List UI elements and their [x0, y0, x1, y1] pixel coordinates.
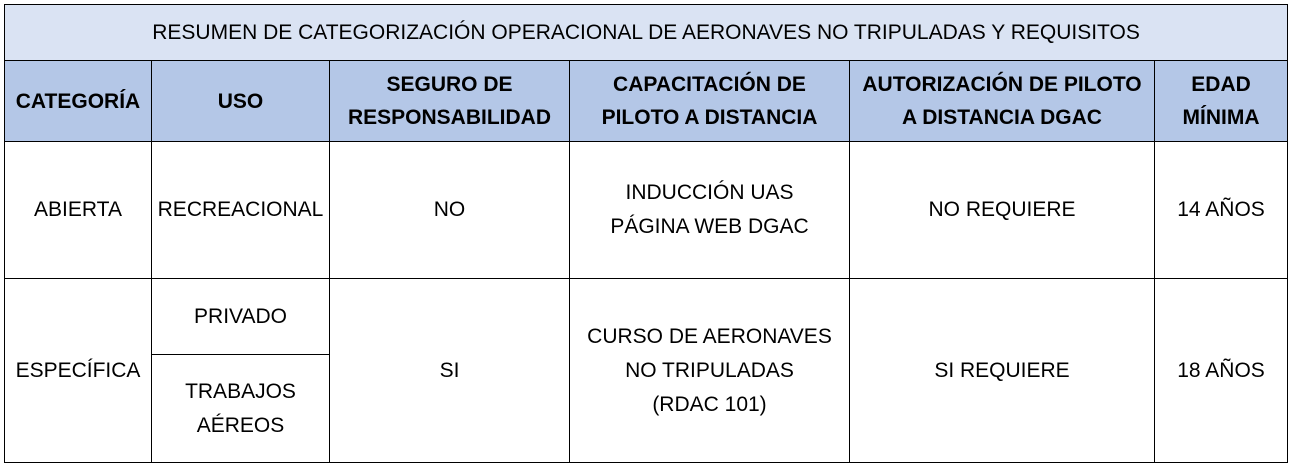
header-autorizacion [850, 61, 1155, 142]
cell-capacitacion-abierta-line-2: PÁGINA WEB DGAC [610, 215, 809, 238]
header-seguro [330, 61, 570, 142]
summary-table-container [4, 4, 1287, 466]
table-title: RESUMEN DE CATEGORIZACIÓN OPERACIONAL DE AERONAVES NO TRIPULADAS Y REQUISITOS [5, 5, 1288, 61]
cell-uso-trabajos-aereos [152, 355, 330, 463]
cell-categoria-abierta: ABIERTA [5, 142, 152, 279]
cell-capacitacion-especifica-line-1: CURSO DE AERONAVES [587, 324, 832, 348]
cell-autorizacion-especifica: SI REQUIERE [850, 279, 1155, 463]
header-capacitacion [570, 61, 850, 142]
header-row [5, 61, 1288, 142]
cell-uso-trabajos-line-2: AÉREOS [196, 413, 285, 437]
title-row [5, 5, 1288, 61]
header-seguro-line-2: RESPONSABILIDAD [347, 106, 552, 129]
table-row-especifica-privado [5, 279, 1288, 355]
table-row-abierta [5, 142, 1288, 279]
header-seguro-line-1: SEGURO DE [386, 73, 513, 96]
cell-capacitacion-especifica [570, 279, 850, 463]
summary-table [4, 4, 1288, 463]
cell-uso-recreacional: RECREACIONAL [152, 142, 330, 279]
cell-capacitacion-especifica-line-3: (RDAC 101) [652, 392, 767, 416]
header-edad-line-2: MÍNIMA [1182, 106, 1260, 129]
cell-seguro-abierta: NO [330, 142, 570, 279]
cell-uso-trabajos-line-1: TRABAJOS [185, 379, 296, 403]
header-edad-line-1: EDAD [1191, 73, 1251, 96]
cell-edad-abierta: 14 AÑOS [1155, 142, 1288, 279]
cell-capacitacion-abierta-line-1: INDUCCIÓN UAS [625, 181, 794, 204]
header-edad [1155, 61, 1288, 142]
cell-edad-especifica: 18 AÑOS [1155, 279, 1288, 463]
cell-categoria-especifica: ESPECÍFICA [5, 279, 152, 463]
header-capacitacion-line-1: CAPACITACIÓN DE [613, 73, 806, 96]
header-capacitacion-line-2: PILOTO A DISTANCIA [601, 106, 818, 129]
cell-autorizacion-abierta: NO REQUIERE [850, 142, 1155, 279]
cell-seguro-especifica: SI [330, 279, 570, 463]
header-autorizacion-line-2: A DISTANCIA DGAC [902, 106, 1102, 129]
header-uso: USO [152, 61, 330, 142]
cell-capacitacion-especifica-line-2: NO TRIPULADAS [625, 358, 794, 382]
cell-capacitacion-abierta [570, 142, 850, 279]
header-categoria: CATEGORÍA [5, 61, 152, 142]
cell-uso-privado: PRIVADO [152, 279, 330, 355]
header-autorizacion-line-1: AUTORIZACIÓN DE PILOTO [862, 73, 1142, 96]
